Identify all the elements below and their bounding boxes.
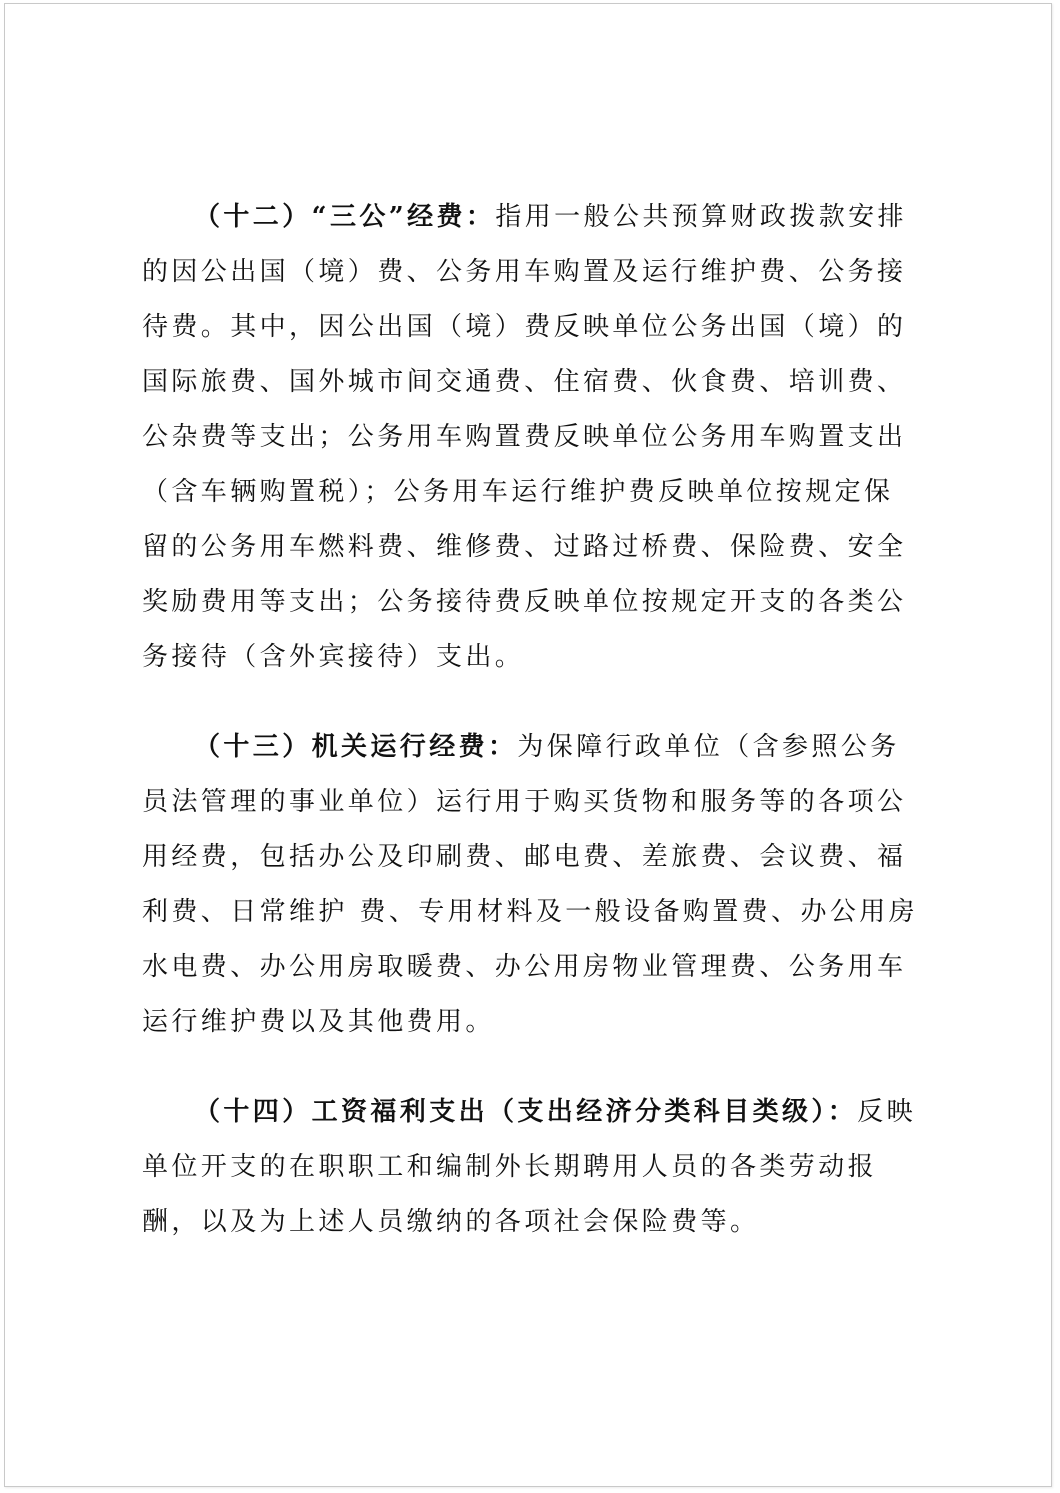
term-three-public-expenses: （十二）“三公”经费： (194, 202, 496, 232)
document-body (142, 190, 922, 1285)
term-salary-welfare-expenses: （十四）工资福利支出（支出经济分类科目类级）： (194, 1097, 858, 1127)
paragraph-agency-operating-funds (142, 720, 922, 1050)
definition-three-public-expenses: 指用一般公共预算财政拨款安排的因公出国（境）费、公务用车购置及运行维护费、公务接待费。其中，因公出国（境）费反映单位公务出国（境）的国际旅费、国外城市间交通费、住宿费、伙食费、培训费、公杂费等支出；公务用车购置费反映单位公务用车购置支出（含车辆购置税）；公务用车运行维护费反映单位按规定保留的公务用车燃料费、维修费、过路过桥费、保险费、安全奖励费用等支出；公务接待费反映单位按规定开支的各类公务接待（含外宾接待）支出。 (142, 202, 907, 672)
term-agency-operating-funds: （十三）机关运行经费： (194, 732, 518, 762)
definition-agency-operating-funds: 为保障行政单位（含参照公务员法管理的事业单位）运行用于购买货物和服务等的各项公用经费，包括办公及印刷费、邮电费、差旅费、会议费、福利费、日常维护 费、专用材料及一般设备购置费、办公用房水电费、办公用房取暖费、办公用房物业管理费、公务用车运行维护费以及其他费用。 (142, 732, 919, 1037)
paragraph-salary-welfare-expenses (142, 1085, 922, 1250)
paragraph-three-public-expenses (142, 190, 922, 685)
definition-salary-welfare-expenses: 反映单位开支的在职职工和编制外长期聘用人员的各类劳动报酬，以及为上述人员缴纳的各项社会保险费等。 (142, 1097, 917, 1237)
